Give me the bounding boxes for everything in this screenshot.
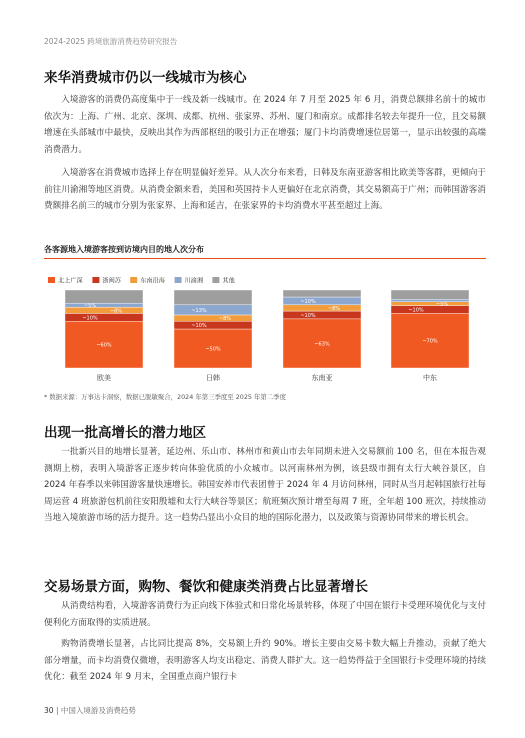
category-tick-label: 东南亚 bbox=[311, 374, 333, 382]
bar-data-label: ~50% bbox=[205, 346, 221, 353]
footer-section-title: 中国入境游及消费趋势 bbox=[60, 706, 136, 715]
bar-segment bbox=[174, 315, 252, 321]
bar-data-label: ~10% bbox=[300, 312, 316, 319]
bar-data-label: ~63% bbox=[314, 341, 330, 348]
page-footer bbox=[44, 705, 136, 716]
bar-segment bbox=[391, 302, 469, 306]
section-heading-transaction-scenes: 交易场景方面，购物、餐饮和健康类消费占比显著增长 bbox=[44, 579, 368, 595]
category-tick-label: 中东 bbox=[423, 374, 437, 382]
legend-label: 川渝湘 bbox=[184, 277, 204, 285]
bar-segment bbox=[174, 290, 252, 305]
bar-segment bbox=[283, 297, 361, 305]
section-heading-core-cities: 来华消费城市仍以一线城市为核心 bbox=[44, 70, 247, 86]
legend-swatch bbox=[212, 277, 219, 283]
bar-data-label: ~8% bbox=[218, 316, 232, 323]
bar-segment bbox=[391, 306, 469, 314]
bar-data-label: ~10% bbox=[408, 307, 424, 314]
bar-data-label: ~60% bbox=[96, 342, 112, 349]
bar-segment bbox=[174, 321, 252, 329]
bar-data-label: ~70% bbox=[422, 338, 438, 345]
chart-source-note: * 数据来源：万事达卡洞察，数据已脱敏聚合，2024 年第三季度至 2025 年第二季度 bbox=[44, 393, 286, 401]
bar-segment bbox=[174, 305, 252, 315]
bar-data-label: ~5% bbox=[435, 301, 449, 308]
legend-swatch bbox=[92, 277, 99, 283]
category-tick-label: 欧美 bbox=[97, 374, 111, 382]
legend-swatch bbox=[48, 277, 55, 283]
paragraph-transaction-scenes-2: 购物消费增长显著，占比同比提高 8%，交易额上升约 90%。增长主要由交易卡数大幅上升推动，贡献了绝大部分增量，而卡均消费仅微增，表明游客人均支出稳定、消费人群扩大。这一趋势得益于全国银行卡受理环境的持续优化：截至 2024 年 9 月末，全国重点商户银行卡 bbox=[44, 639, 486, 682]
paragraph-transaction-scenes-1: 从消费结构看，入境游客消费行为正向线下体验式和日常化场景转移，体现了中国在银行卡受理环境优化与支付便利化方面取得的实质进展。 bbox=[44, 601, 486, 628]
stacked-bar-chart bbox=[44, 260, 486, 384]
chart-title: 各客源地入境游客按到访境内目的地人次分布 bbox=[44, 245, 204, 254]
legend-label: 浙闽苏 bbox=[102, 277, 121, 285]
paragraph-core-cities-1: 入境游客的消费仍高度集中于一线及新一线城市。在 2024 年 7 月至 2025 年 6 月，消费总额排名前十的城市依次为：上海、广州、北京、深圳、成都、杭州、张家界、苏州、厦门和南京。成都排名较去年提升一位，且交易额增速在头部城市中最快，反映出其作为西部枢纽的吸引力正在增强；厦门卡均消费增速位居第一，显示出较强的高端消费潜力。 bbox=[44, 95, 486, 155]
bar-segment bbox=[283, 311, 361, 319]
bar-segment bbox=[391, 299, 469, 301]
paragraph-core-cities-2: 入境游客在消费城市选择上存在明显偏好差异。从人次分布来看，日韩及东南亚游客相比欧美等客群，更倾向于前往川渝湘等地区消费。从消费金额来看，美国和英国持卡人更偏好在北京消费，其交易额高于广州；而韩国游客消费额排名前三的城市分别为张家界、上海和延吉，在张家界的卡均消费水平甚至超过上海。 bbox=[44, 168, 486, 211]
bar-segment bbox=[391, 290, 469, 299]
legend-label: 北上广深 bbox=[58, 277, 83, 285]
bar-segment bbox=[65, 303, 143, 310]
bar-data-label: ~8% bbox=[109, 308, 123, 315]
bar-segment bbox=[65, 290, 143, 303]
bar-data-label: ~8% bbox=[327, 305, 341, 312]
page-number: 30 bbox=[44, 706, 54, 715]
bar-segment bbox=[283, 305, 361, 311]
bar-data-label: ~5% bbox=[83, 303, 97, 310]
legend-label: 其他 bbox=[222, 277, 235, 285]
running-header: 2024-2025 跨境旅游消费趋势研究报告 bbox=[44, 37, 178, 46]
bar-data-label: ~13% bbox=[191, 307, 207, 314]
legend-label: 东南沿海 bbox=[140, 277, 165, 285]
chart-svg bbox=[44, 260, 486, 384]
footer-separator: | bbox=[55, 706, 61, 715]
paragraph-growth-regions: 一批新兴目的地增长显著，延边州、乐山市、林州市和黄山市去年同期未进入交易额前 100 名，但在本报告观测期上榜，表明入境游客正逐步转向体验优质的小众城市。以河南林州为例，该县级市拥有太行大峡谷景区，自 2024 年春季以来韩国游客量快速增长。韩国安养市代表团曾于 2024 年 4 月访问林州，同时从当月起韩国旅行社每周运营 4 班旅游包机前往安阳殷墟和太行大峡谷等景区；航班频次预计增至每周 7 班，全年超 100 班次，持续推动当地入境旅游市场的活力提升。这一趋势凸显出小众目的地的国际化潜力，以及政策与资源协同带来的增长机会。 bbox=[44, 447, 486, 523]
bar-data-label: ~10% bbox=[82, 315, 98, 322]
bar-segment bbox=[65, 313, 143, 321]
bar-segment bbox=[65, 307, 143, 313]
bar-segment bbox=[283, 290, 361, 297]
category-tick-label: 日韩 bbox=[206, 374, 220, 382]
bar-data-label: ~10% bbox=[191, 323, 207, 330]
chart-title-rule bbox=[44, 258, 486, 259]
section-heading-growth-regions: 出现一批高增长的潜力地区 bbox=[44, 425, 206, 441]
legend-swatch bbox=[175, 277, 182, 283]
bar-data-label: ~10% bbox=[300, 298, 316, 305]
legend-swatch bbox=[130, 277, 137, 283]
